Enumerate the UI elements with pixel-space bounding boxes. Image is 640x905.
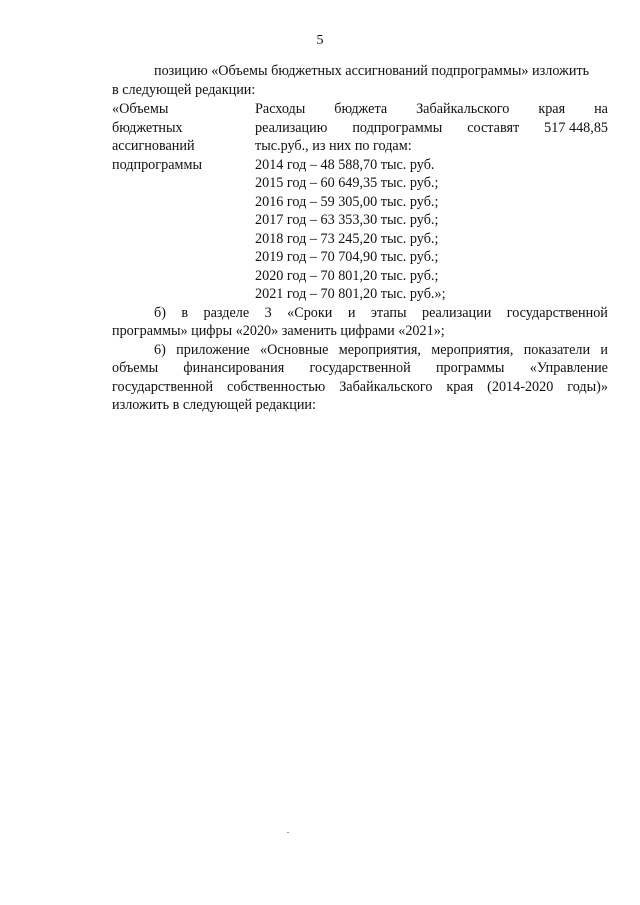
word: края — [538, 101, 566, 117]
paragraph-v-line-3 — [112, 378, 608, 397]
word: б) — [154, 304, 166, 321]
table-left-line: подпрограммы — [112, 156, 202, 173]
page-number: 5 — [316, 33, 324, 48]
word: финансирования — [183, 360, 285, 376]
word: подпрограммы — [352, 119, 443, 136]
paragraph-b-line-1 — [112, 304, 608, 323]
word: собственностью — [227, 378, 326, 395]
word: государственной — [506, 304, 608, 321]
table-left-column — [112, 100, 255, 304]
word: Забайкальского — [339, 378, 433, 395]
word: реализации — [421, 304, 492, 321]
year-line: 2015 год – 60 649,35 тыс. руб.; — [255, 175, 439, 191]
paragraph-b-line-2: программы» цифры «2020» заменить цифрами «2021»; — [112, 323, 445, 339]
intro-line-2: в следующей редакции: — [112, 81, 256, 98]
word: государственной — [309, 360, 411, 376]
word: Забайкальского — [416, 101, 510, 117]
word: разделе — [203, 304, 250, 321]
paragraph-v-line-2 — [112, 359, 608, 378]
word: программы — [435, 360, 505, 376]
word: бюджета — [334, 101, 388, 117]
table-right-line-3: тыс.руб., из них по годам: — [255, 138, 412, 154]
table-left-line: ассигнований — [112, 138, 195, 154]
word: и — [347, 304, 356, 321]
word: показатели — [523, 341, 591, 358]
word: приложение — [176, 341, 250, 358]
table-right-column — [255, 100, 608, 304]
word: 3 — [264, 304, 272, 321]
word: объемы — [112, 360, 159, 376]
word: «Управление — [529, 360, 608, 376]
word: в — [181, 304, 189, 321]
scan-speck — [287, 832, 289, 833]
table-left-line: «Объемы — [112, 101, 169, 117]
year-line: 2018 год – 73 245,20 тыс. руб.; — [255, 230, 439, 247]
paragraph-v-line-1 — [112, 341, 608, 360]
table-right-line-2 — [255, 119, 608, 138]
table-left-line: бюджетных — [112, 119, 183, 136]
word: государственной — [112, 378, 214, 395]
word: (2014-2020 — [487, 378, 554, 395]
table-right-line-1 — [255, 100, 608, 119]
word: на — [594, 101, 608, 117]
word: этапы — [370, 304, 407, 321]
year-line: 2021 год – 70 801,20 тыс. руб.»; — [255, 286, 446, 302]
year-line: 2014 год – 48 588,70 тыс. руб. — [255, 156, 435, 173]
budget-table — [112, 100, 608, 304]
word: «Основные — [259, 341, 329, 358]
year-line: 2020 год – 70 801,20 тыс. руб.; — [255, 267, 439, 284]
word: мероприятия, — [338, 341, 421, 358]
paragraph-v-line-4: изложить в следующей редакции: — [112, 397, 316, 413]
year-line: 2016 год – 59 305,00 тыс. руб.; — [255, 193, 439, 210]
word: реализацию — [255, 119, 328, 136]
word: 517 448,85 — [544, 119, 608, 136]
year-line: 2019 год – 70 704,90 тыс. руб.; — [255, 249, 439, 265]
intro-line-1: позицию «Объемы бюджетных ассигнований подпрограммы» изложить — [154, 63, 590, 79]
year-line: 2017 год – 63 353,30 тыс. руб.; — [255, 212, 439, 228]
document-body — [112, 62, 608, 415]
word: составят — [467, 119, 520, 136]
word: 6) — [154, 341, 166, 358]
word: края — [446, 378, 474, 395]
word: мероприятия, — [431, 341, 514, 358]
word: годы)» — [567, 378, 608, 395]
word: и — [600, 341, 608, 358]
word: Расходы — [255, 101, 306, 117]
word: «Сроки — [287, 304, 333, 321]
